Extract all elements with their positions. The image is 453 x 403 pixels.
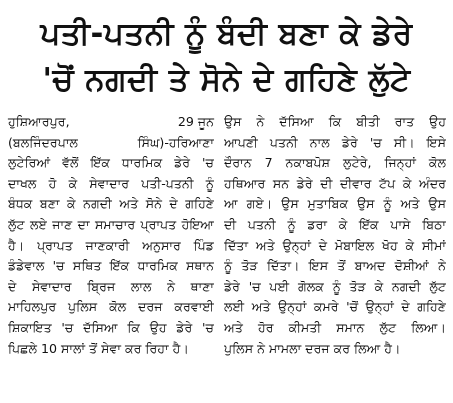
dateline-month: ਜੂਨ [197,114,214,129]
body-line: ਅਤੇ ਹੋਰ ਕੀਮਤੀ ਸਮਾਨ ਲੁੱਟ ਲਿਆ। [224,319,446,335]
body-line: ਆਪਣੀ ਪਤਨੀ ਨਾਲ ਡੇਰੇ 'ਚ ਸੀ। ਇਸੇ [224,134,446,150]
body-line: ਡੰਡੇਵਾਲ 'ਚ ਸਥਿਤ ਇੱਕ ਧਾਰਮਿਕ ਸਥਾਨ [8,258,214,274]
article-column-right [224,112,446,359]
body-line: ਡੇਰੇ 'ਚ ਪਈ ਗੋਲਕ ਨੂੰ ਤੋੜ ਕੇ ਨਗਦੀ ਲੁੱਟ [224,278,446,294]
body-line: ਦੌਰਾਨ 7 ਨਕਾਬਪੋਸ਼ ਲੁਟੇਰੇ, ਜਿਨ੍ਹਾਂ ਕੋਲ [224,155,446,171]
body-line: ਬੰਧਕ ਬਣਾ ਕੇ ਨਗਦੀ ਅਤੇ ਸੋਨੇ ਦੇ ਗਹਿਣੇ [8,196,214,212]
dateline [8,112,214,133]
body-line: ਮਾਹਿਲਪੁਰ ਪੁਲਿਸ ਕੋਲ ਦਰਜ ਕਰਵਾਈ [8,299,214,315]
headline-line-1: ਪਤੀ-ਪਤਨੀ ਨੂੰ ਬੰਦੀ ਬਣਾ ਕੇ ਡੇਰੇ [40,16,413,52]
body-line: ਹੈ। ਪ੍ਰਾਪਤ ਜਾਣਕਾਰੀ ਅਨੁਸਾਰ ਪਿੰਡ [8,237,214,253]
dateline-place: ਹੁਸ਼ਿਆਰਪੁਰ, [8,114,70,129]
article-column-left [8,112,214,359]
body-line: ਪਿਛਲੇ 10 ਸਾਲਾਂ ਤੋਂ ਸੇਵਾ ਕਰ ਰਿਹਾ ਹੈ। [8,340,189,356]
headline-line-2: 'ਚੋਂ ਨਗਦੀ ਤੇ ਸੋਨੇ ਦੇ ਗਹਿਣੇ ਲੁੱਟੇ [42,62,411,98]
body-line: ਉਸ ਨੇ ਦੱਸਿਆ ਕਿ ਬੀਤੀ ਰਾਤ ਉਹ [224,114,446,129]
body-line: ਦਿੱਤਾ ਅਤੇ ਉਨ੍ਹਾਂ ਦੇ ਮੋਬਾਇਲ ਖੋਹ ਕੇ ਸੀਮਾਂ [224,237,446,253]
body-line: ਲੁੱਟ ਲਏ ਜਾਣ ਦਾ ਸਮਾਚਾਰ ਪ੍ਰਾਪਤ ਹੋਇਆ [8,216,214,232]
body-line: ਲੁਟੇਰਿਆਂ ਵੱਲੋਂ ਇੱਕ ਧਾਰਮਿਕ ਡੇਰੇ 'ਚ [8,155,214,171]
dateline-day: 29 [177,114,194,129]
body-line: ਹਥਿਆਰ ਸਨ ਡੇਰੇ ਦੀ ਦੀਵਾਰ ਟੱਪ ਕੇ ਅੰਦਰ [224,175,446,191]
body-line: ਦੀ ਪਤਨੀ ਨੂੰ ਡਰਾ ਕੇ ਇੱਕ ਪਾਸੇ ਬਿਠਾ [224,216,446,232]
body-line: ਦਾਖਲ ਹੋ ਕੇ ਸੇਵਾਦਾਰ ਪਤੀ-ਪਤਨੀ ਨੂੰ [8,175,214,191]
dateline-date [178,112,214,133]
body-line: ਸ਼ਿਕਾਇਤ 'ਚ ਦੱਸਿਆ ਕਿ ਉਹ ਡੇਰੇ 'ਚ [8,319,214,335]
body-line: ਨੂੰ ਤੋੜ ਦਿੱਤਾ। ਇਸ ਤੋਂ ਬਾਅਦ ਦੋਸ਼ੀਆਂ ਨੇ [224,258,446,274]
body-line: ਦੇ ਸੇਵਾਦਾਰ ਬ੍ਰਿਜ ਲਾਲ ਨੇ ਥਾਣਾ [8,278,214,294]
body-line: ਆ ਗਏ। ਉਸ ਮੁਤਾਬਿਕ ਉਸ ਨੂੰ ਅਤੇ ਉਸ [224,196,446,212]
body-line: (ਬਲਜਿੰਦਰਪਾਲ ਸਿੰਘ)-ਹਰਿਆਣਾ [8,134,214,150]
body-line: ਲਈ ਅਤੇ ਉਨ੍ਹਾਂ ਕਮਰੇ 'ਚੋਂ ਉਨ੍ਹਾਂ ਦੇ ਗਹਿਣੇ [224,299,446,315]
body-line: ਪੁਲਿਸ ਨੇ ਮਾਮਲਾ ਦਰਜ ਕਰ ਲਿਆ ਹੈ। [224,340,401,356]
